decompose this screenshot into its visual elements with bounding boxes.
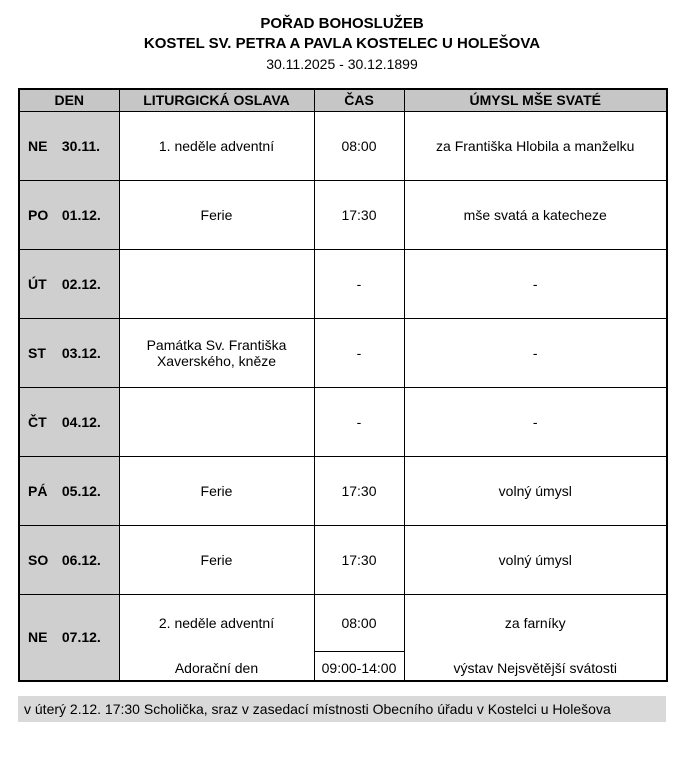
column-header-oslava: LITURGICKÁ OSLAVA: [119, 89, 314, 111]
column-header-umysl: ÚMYSL MŠE SVATÉ: [404, 89, 667, 111]
day-cell: [19, 594, 119, 681]
intention-cell: volný úmysl: [404, 456, 667, 525]
day-date: 30.11.: [61, 137, 101, 154]
column-header-cas: ČAS: [314, 89, 404, 111]
intention-cell: volný úmysl: [404, 525, 667, 594]
celebration-cell: Adorační den: [119, 651, 314, 681]
day-abbrev: NE: [28, 629, 48, 646]
day-date: 05.12.: [61, 482, 101, 499]
day-abbrev: PÁ: [28, 482, 48, 499]
time-cell: 17:30: [314, 456, 404, 525]
day-cell: [19, 387, 119, 456]
celebration-cell: Ferie: [119, 456, 314, 525]
table-row: [19, 249, 667, 318]
day-abbrev: SO: [28, 551, 49, 568]
day-date: 04.12.: [61, 413, 101, 430]
celebration-cell: 1. neděle adventní: [119, 111, 314, 180]
time-cell: 08:00: [314, 111, 404, 180]
intention-cell: výstav Nejsvětější svátosti: [404, 651, 667, 681]
intention-cell: -: [404, 249, 667, 318]
table-row: [19, 111, 667, 180]
time-cell: -: [314, 318, 404, 387]
intention-cell: mše svatá a katecheze: [404, 180, 667, 249]
time-cell: -: [314, 249, 404, 318]
day-cell: [19, 318, 119, 387]
time-cell: 17:30: [314, 180, 404, 249]
column-header-den: DEN: [19, 89, 119, 111]
day-date: 06.12.: [61, 551, 101, 568]
table-row: [19, 318, 667, 387]
day-abbrev: PO: [28, 206, 49, 223]
celebration-cell: Ferie: [119, 525, 314, 594]
intention-cell: za farníky: [404, 594, 667, 651]
table-row: [19, 594, 667, 651]
time-cell: -: [314, 387, 404, 456]
day-cell: [19, 111, 119, 180]
day-abbrev: NE: [28, 137, 48, 154]
intention-cell: -: [404, 318, 667, 387]
day-abbrev: ÚT: [28, 275, 47, 292]
day-cell: [19, 525, 119, 594]
table-row: [19, 387, 667, 456]
day-date: 07.12.: [61, 629, 101, 646]
celebration-cell: [119, 249, 314, 318]
table-row: [19, 180, 667, 249]
day-abbrev: ČT: [28, 413, 47, 430]
table-row: [19, 525, 667, 594]
church-name: KOSTEL SV. PETRA A PAVLA KOSTELEC U HOLEŠOVA: [143, 35, 541, 52]
schedule-table: [18, 88, 668, 682]
celebration-cell: [119, 387, 314, 456]
day-date: 01.12.: [61, 206, 101, 223]
footer-note: v úterý 2.12. 17:30 Scholička, sraz v zasedací místnosti Obecního úřadu v Kostelci u Holešova: [18, 696, 666, 722]
table-header-row: [19, 89, 667, 111]
time-cell: 09:00-14:00: [314, 651, 404, 681]
document-title: POŘAD BOHOSLUŽEB: [260, 15, 424, 32]
time-cell: 17:30: [314, 525, 404, 594]
day-cell: [19, 180, 119, 249]
celebration-cell: Památka Sv. Františka Xaverského, kněze: [119, 318, 314, 387]
intention-cell: za Františka Hlobila a manželku: [404, 111, 667, 180]
day-date: 02.12.: [61, 275, 101, 292]
intention-cell: -: [404, 387, 667, 456]
document-header: [18, 14, 666, 74]
table-row: [19, 456, 667, 525]
celebration-cell: Ferie: [119, 180, 314, 249]
day-cell: [19, 456, 119, 525]
time-cell: 08:00: [314, 594, 404, 651]
day-cell: [19, 249, 119, 318]
celebration-cell: 2. neděle adventní: [119, 594, 314, 651]
day-date: 03.12.: [61, 344, 101, 361]
day-abbrev: ST: [28, 344, 46, 361]
date-range: 30.11.2025 - 30.12.1899: [266, 56, 418, 72]
